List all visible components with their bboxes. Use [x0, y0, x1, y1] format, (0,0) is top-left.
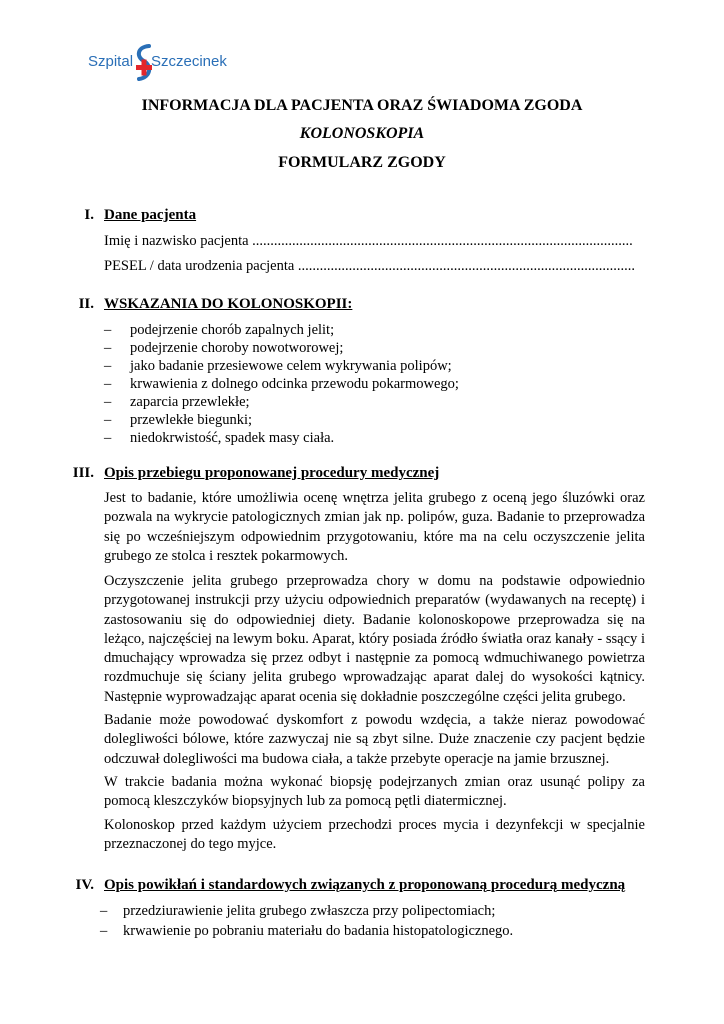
patient-name-field[interactable]: Imię i nazwisko pacjenta .........................................................................................................	[104, 233, 633, 249]
document-subtitle: KOLONOSKOPIA	[299, 125, 425, 142]
procedure-paragraph: Jest to badanie, które umożliwia ocenę wnętrza jelita grubego z oceną jego śluzówki oraz pozwala na wykrycie patologicznych zmian jak np. polipów, guza. Badanie to przeprowadza się po wcześniejszym odpowiednim przygotowaniu, które ma na celu oczyszczenie jelita grubego ze stolca i resztek pokarmowych.	[104, 490, 645, 564]
procedure-paragraph: Kolonoskop przed każdym użyciem przechodzi proces mycia i dezynfekcji w specjalnie przeznaczonej do tego myjce.	[104, 817, 645, 853]
indication-item: – podejrzenie choroby nowotworowej;	[104, 340, 344, 356]
form-title: FORMULARZ ZGODY	[278, 154, 446, 171]
complication-item: – krwawienie po pobraniu materiału do badania histopatologicznego.	[100, 923, 514, 939]
procedure-paragraph: Oczyszczenie jelita grubego przeprowadza chory w domu na podstawie odpowiednio przygotowanej instrukcji przy użyciu odpowiednich preparatów (wydawanych na receptę) i zastosowaniu się do odpowiedniej diety. Badanie kolonoskopowe przeprowadza się na leżąco, najczęściej na lewym boku. Aparat, który posiada źródło światła oraz kanały - ssący i dmuchający wprowadza się przez odbyt i następnie za pomocą wdmuchiwanego powietrza rozdmuchuje się ściany jelita grubego wprowadzając aparat dalej do wysokości kątnicy. Następnie wyprowadzając aparat ocenia się dokładnie poszczególne części jelita grubego.	[104, 573, 645, 705]
section-1-number: I.	[84, 207, 94, 223]
logo-text-szpital: Szpital	[88, 53, 134, 70]
patient-pesel-field[interactable]: PESEL / data urodzenia pacjenta .............................................................................................	[104, 258, 636, 274]
section-1-heading: Dane pacjenta	[104, 207, 197, 223]
procedure-paragraph: Badanie może powodować dyskomfort z powodu wzdęcia, a także nieraz powodować dolegliwości bólowe, które zazwyczaj nie są zbyt silne. Duże znaczenie czy pacjent będzie odczuwał dolegliwości ma budowa ciała, a także przebyte operacje na jamie brzusznej.	[104, 712, 645, 767]
section-4-number: IV.	[75, 877, 94, 893]
section-4-heading: Opis powikłań i standardowych związanych z proponowaną procedurą medyczną	[104, 877, 626, 893]
document-title: INFORMACJA DLA PACJENTA ORAZ ŚWIADOMA ZGODA	[141, 97, 583, 114]
indication-item: – krwawienia z dolnego odcinka przewodu pokarmowego;	[104, 376, 459, 392]
indication-item: – podejrzenie chorób zapalnych jelit;	[104, 322, 335, 338]
indication-item: – przewlekłe biegunki;	[104, 412, 252, 428]
section-3-number: III.	[72, 465, 94, 481]
section-2-heading: WSKAZANIA DO KOLONOSKOPII:	[104, 296, 353, 312]
section-2-number: II.	[78, 296, 94, 312]
procedure-paragraph: W trakcie badania można wykonać biopsję podejrzanych zmian oraz usunąć polipy za pomocą kleszczyków biopsyjnych lub za pomocą pętli diatermicznej.	[104, 774, 645, 810]
hospital-logo	[88, 43, 238, 93]
section-3-heading: Opis przebiegu proponowanej procedury medycznej	[104, 465, 440, 481]
indication-item: – jako badanie przesiewowe celem wykrywania polipów;	[104, 358, 452, 374]
indication-item: – niedokrwistość, spadek masy ciała.	[104, 430, 335, 446]
logo-text-szczecinek: Szczecinek	[151, 53, 227, 70]
complication-item: – przedziurawienie jelita grubego zwłaszcza przy polipectomiach;	[100, 903, 496, 919]
indication-item: – zaparcia przewlekłe;	[104, 394, 250, 410]
